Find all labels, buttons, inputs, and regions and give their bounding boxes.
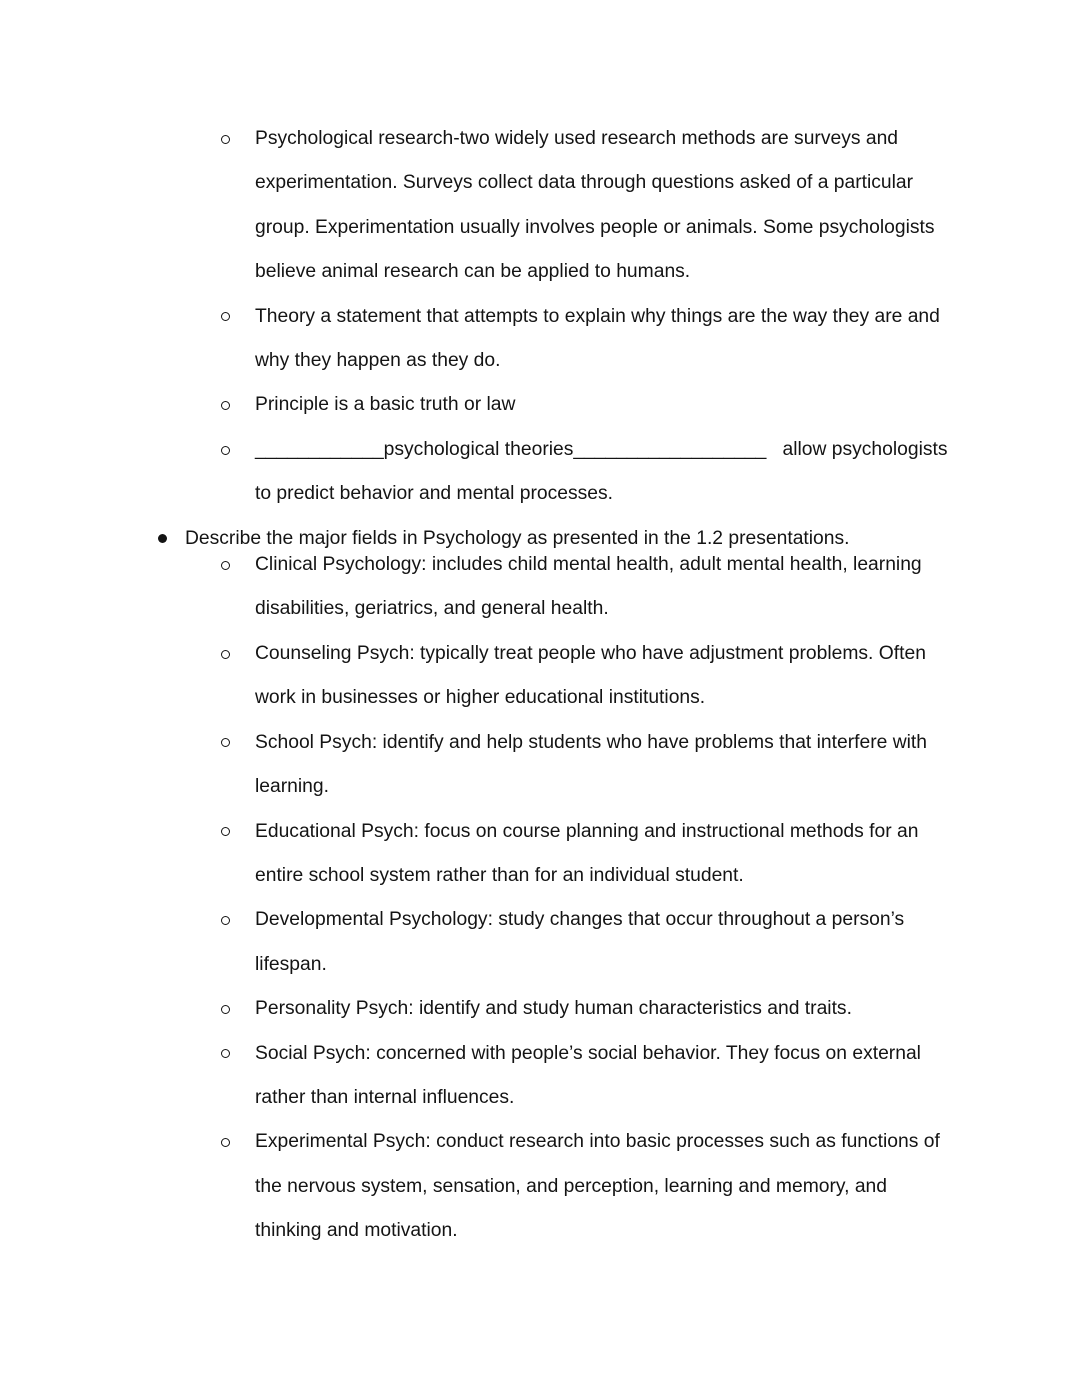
bullet-hollow-icon (221, 295, 230, 339)
bullet-hollow-icon (221, 135, 230, 144)
bullet-hollow-icon (221, 898, 230, 942)
list-item-text: Developmental Psychology: study changes that occur throughout a person’s lifespan. (255, 909, 910, 975)
list-item-text: Personality Psych: identify and study human characteristics and traits. (255, 998, 852, 1020)
bullet-hollow-icon (221, 1049, 230, 1058)
notes-outline-list (0, 117, 1080, 1254)
bullet-hollow-icon (221, 1120, 230, 1164)
bullet-hollow-icon (221, 543, 230, 587)
list-item-text: Clinical Psychology: includes child mental health, adult mental health, learning disabilities, geriatrics, and general health. (255, 554, 928, 620)
bullet-filled-icon (158, 534, 167, 543)
bullet-hollow-icon (221, 721, 230, 765)
list-item-text: Educational Psych: focus on course planning and instructional methods for an entire school system rather than for an individual student. (255, 820, 924, 886)
list-item (0, 898, 1080, 987)
bullet-hollow-icon (221, 738, 230, 747)
list-item (0, 810, 1080, 899)
bullet-hollow-icon (221, 1005, 230, 1014)
bullet-hollow-icon (221, 1032, 230, 1076)
list-item (0, 543, 1080, 632)
bullet-hollow-icon (221, 446, 230, 455)
list-item-text: Experimental Psych: conduct research into basic processes such as functions of the nervous system, sensation, and perception, learning and memory, and thinking and motivation. (255, 1131, 946, 1242)
list-item (0, 295, 1080, 384)
list-item (0, 987, 1080, 1031)
bullet-hollow-icon (221, 650, 230, 659)
list-item (0, 721, 1080, 810)
bullet-hollow-icon (221, 632, 230, 676)
bullet-hollow-icon (221, 827, 230, 836)
list-item (0, 1120, 1080, 1253)
list-item (0, 632, 1080, 721)
list-item (0, 428, 1080, 517)
list-item (0, 117, 1080, 295)
list-item-text: Theory a statement that attempts to explain why things are the way they are and why they happen as they do. (255, 305, 946, 372)
bullet-hollow-icon (221, 401, 230, 410)
bullet-hollow-icon (221, 383, 230, 427)
bullet-hollow-icon (221, 117, 230, 161)
list-item-text: Counseling Psych: typically treat people who have adjustment problems. Often work in businesses or higher educational institutions. (255, 642, 932, 709)
list-item-text: Principle is a basic truth or law (255, 394, 516, 416)
bullet-hollow-icon (221, 987, 230, 1031)
list-item-text: School Psych: identify and help students who have problems that interfere with learning. (255, 731, 933, 798)
bullet-hollow-icon (221, 428, 230, 472)
bullet-hollow-icon (221, 561, 230, 570)
bullet-hollow-icon (221, 916, 230, 925)
list-item-text: Psychological research-two widely used research methods are surveys and experimentation. Surveys collect data through questions asked of a particular group. Experimentation usually involves people or animals. Some psychologists believe animal research can be applied to humans. (255, 128, 940, 283)
bullet-hollow-icon (221, 810, 230, 854)
bullet-hollow-icon (221, 312, 230, 321)
list-item (0, 1032, 1080, 1121)
list-item-text: ____________psychological theories__________________ allow psychologists to predict behavior and mental processes. (255, 438, 953, 505)
list-item-text: Describe the major fields in Psychology as presented in the 1.2 presentations. (185, 527, 850, 549)
bullet-hollow-icon (221, 1138, 230, 1147)
list-item (0, 383, 1080, 427)
list-item-text: Social Psych: concerned with people’s social behavior. They focus on external rather than internal influences. (255, 1042, 927, 1108)
